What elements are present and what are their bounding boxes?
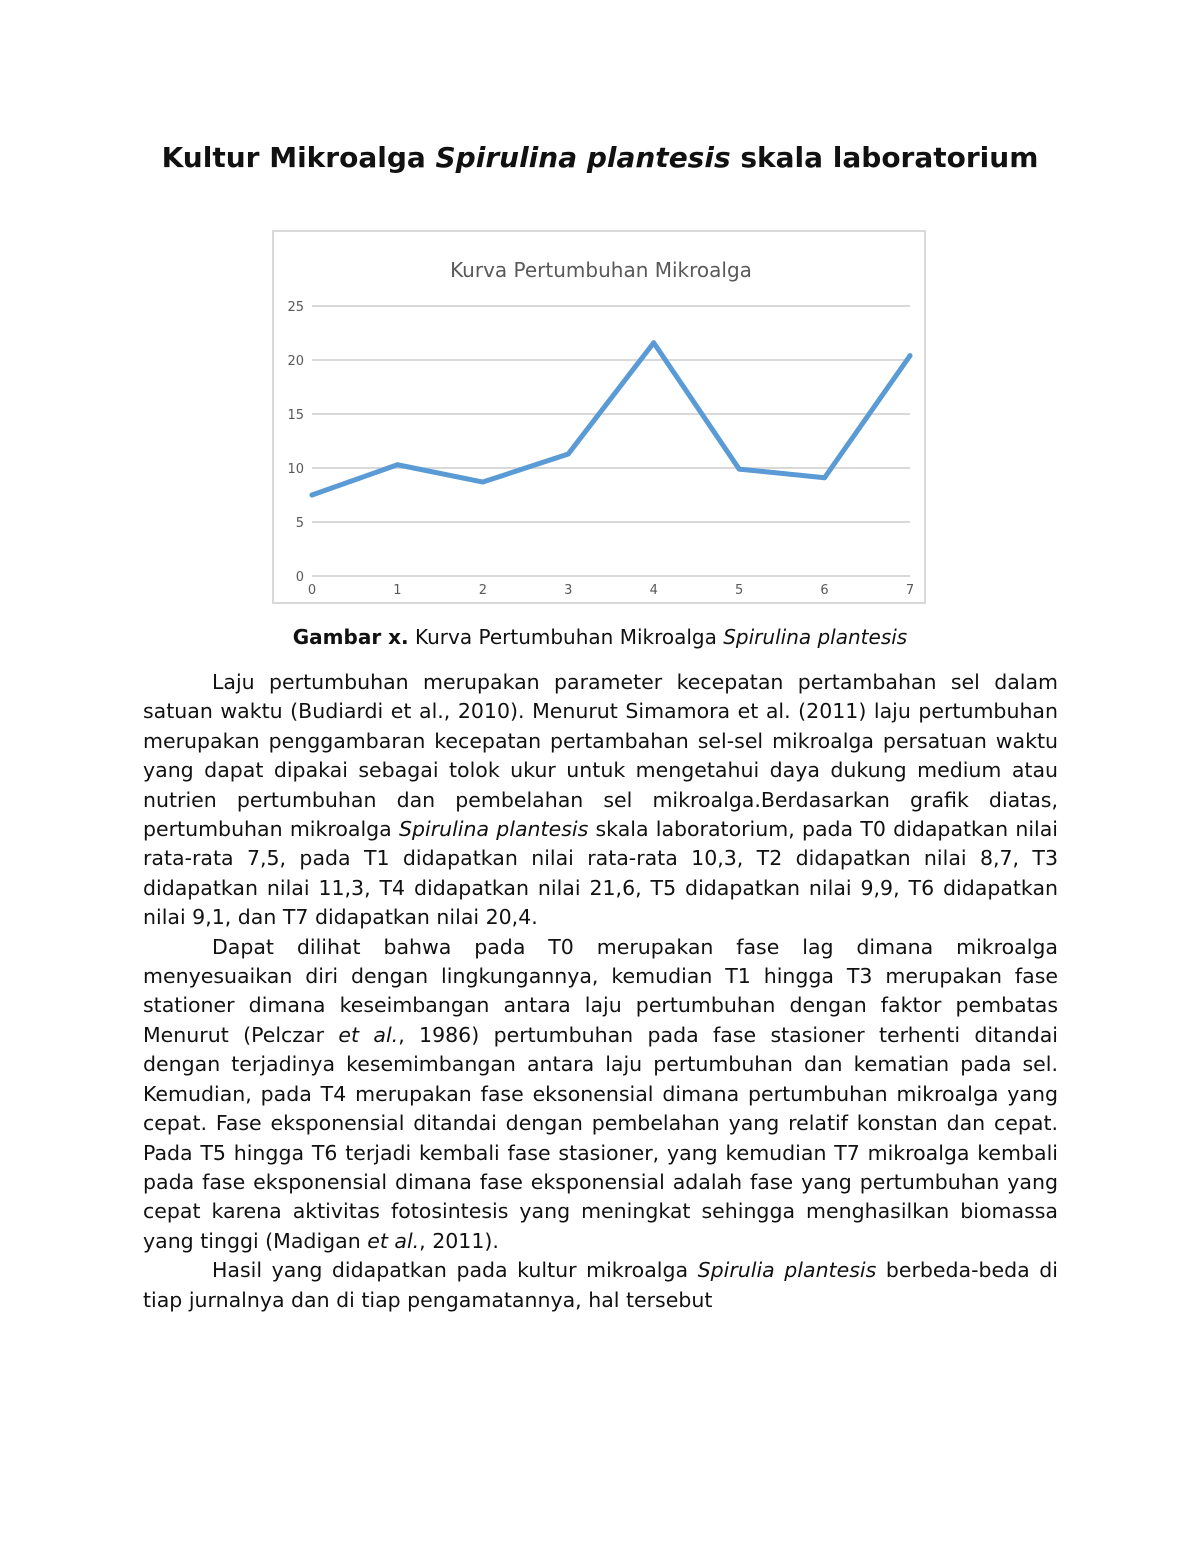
paragraph-1 [143,668,1058,933]
data-point-0-7 [908,353,913,358]
p2-text-c: , 1986) pertumbuhan pada fase stasioner terhenti ditandai dengan terjadinya kesemimbangan antara laju pertumbuhan dan kematian pada sel. Kemudian, pada T4 merupakan fase eksonensial dimana pertumbuhan mikroalga yang cepat. Fase eksponensial ditandai dengan pembelahan yang relatif konstan dan cepat. Pada T5 hingga T6 terjadi kembali fase stasioner, yang kemudian T7 mikroalga kembali pada fase eksponensial dimana fase eksponensial adalah fase yang pertumbuhan yang cepat karena aktivitas fotosintesis yang meningkat sehingga menghasilkan biomassa yang tinggi (Madigan [143,1022,1058,1253]
data-point-0-6 [822,475,827,480]
p1-text-c: skala laboratorium, pada T0 didapatkan nilai rata-rata 7,5, pada T1 didapatkan nilai rata-rata 10,3, T2 didapatkan nilai 8,7, T3 didapatkan nilai 11,3, T4 didapatkan nilai 21,6, T5 didapatkan nilai 9,9, T6 didapatkan nilai 9,1, dan T7 didapatkan nilai 20,4. [143,817,1058,930]
body-text [143,668,1058,1315]
paragraph-2 [143,933,1058,1256]
p3-species: Spirulia plantesis [697,1258,877,1283]
p2-etal-2: et al. [367,1228,420,1253]
document-title [150,138,1050,178]
y-tick-label-1: 5 [295,516,304,531]
title-text-2: skala laboratorium [730,141,1039,174]
x-tick-label-2: 2 [478,583,487,598]
y-tick-label-3: 15 [287,408,304,423]
chart-title: Kurva Pertumbuhan Mikroalga [450,258,752,282]
growth-chart [272,230,926,604]
x-tick-label-4: 4 [649,583,658,598]
x-tick-label-6: 6 [820,583,829,598]
title-text-1: Kultur Mikroalga [161,141,436,174]
figure-caption [150,622,1050,652]
p2-etal-1: et al. [338,1022,399,1047]
caption-label: Gambar x. [292,625,409,649]
y-tick-label-4: 20 [287,354,304,369]
data-point-0-1 [395,462,400,467]
x-axis-ticks [308,583,914,598]
title-species: Spirulina plantesis [435,141,731,174]
y-tick-label-5: 25 [287,300,304,315]
x-tick-label-5: 5 [735,583,744,598]
data-point-0-3 [566,451,571,456]
p3-text-c: berbeda-beda di tiap jurnalnya dan di tiap pengamatannya, hal tersebut [143,1258,1058,1312]
data-point-0-4 [651,340,656,345]
chart-canvas [274,232,924,602]
p1-species: Spirulina plantesis [398,817,589,842]
chart-series [310,340,913,497]
x-tick-label-7: 7 [905,583,915,598]
data-point-0-2 [480,480,485,485]
series-line-0 [312,343,910,495]
caption-species: Spirulina plantesis [723,625,908,649]
y-tick-label-0: 0 [295,570,304,585]
y-axis-ticks [287,300,304,585]
p2-text-e: , 2011). [419,1228,499,1253]
caption-text: Kurva Pertumbuhan Mikroalga [408,625,724,649]
x-tick-label-1: 1 [393,583,402,598]
paragraph-3 [143,1256,1058,1315]
p1-text-a: Laju pertumbuhan merupakan parameter kecepatan pertambahan sel dalam satuan waktu (Budiardi et al., 2010). Menurut Simamora et al. (2011) laju pertumbuhan merupakan penggambaran kecepatan pertambahan sel-sel mikroalga persatuan waktu yang dapat dipakai sebagai tolok ukur untuk mengetahui daya dukung medium atau nutrien pertumbuhan dan pembelahan sel mikroalga.Berdasarkan grafik diatas, pertumbuhan mikroalga [143,670,1058,842]
p2-text-a: Dapat dilihat bahwa pada T0 merupakan fase lag dimana mikroalga menyesuaikan diri dengan lingkungannya, kemudian T1 hingga T3 merupakan fase stationer dimana keseimbangan antara laju pertumbuhan dengan faktor pembatas Menurut (Pelczar [143,934,1058,1047]
chart-gridlines [312,306,910,576]
data-point-0-0 [310,493,315,498]
y-tick-label-2: 10 [287,462,304,477]
data-point-0-5 [737,467,742,472]
x-tick-label-3: 3 [564,583,573,598]
p3-text-a: Hasil yang didapatkan pada kultur mikroalga [212,1258,698,1283]
x-tick-label-0: 0 [307,583,317,598]
